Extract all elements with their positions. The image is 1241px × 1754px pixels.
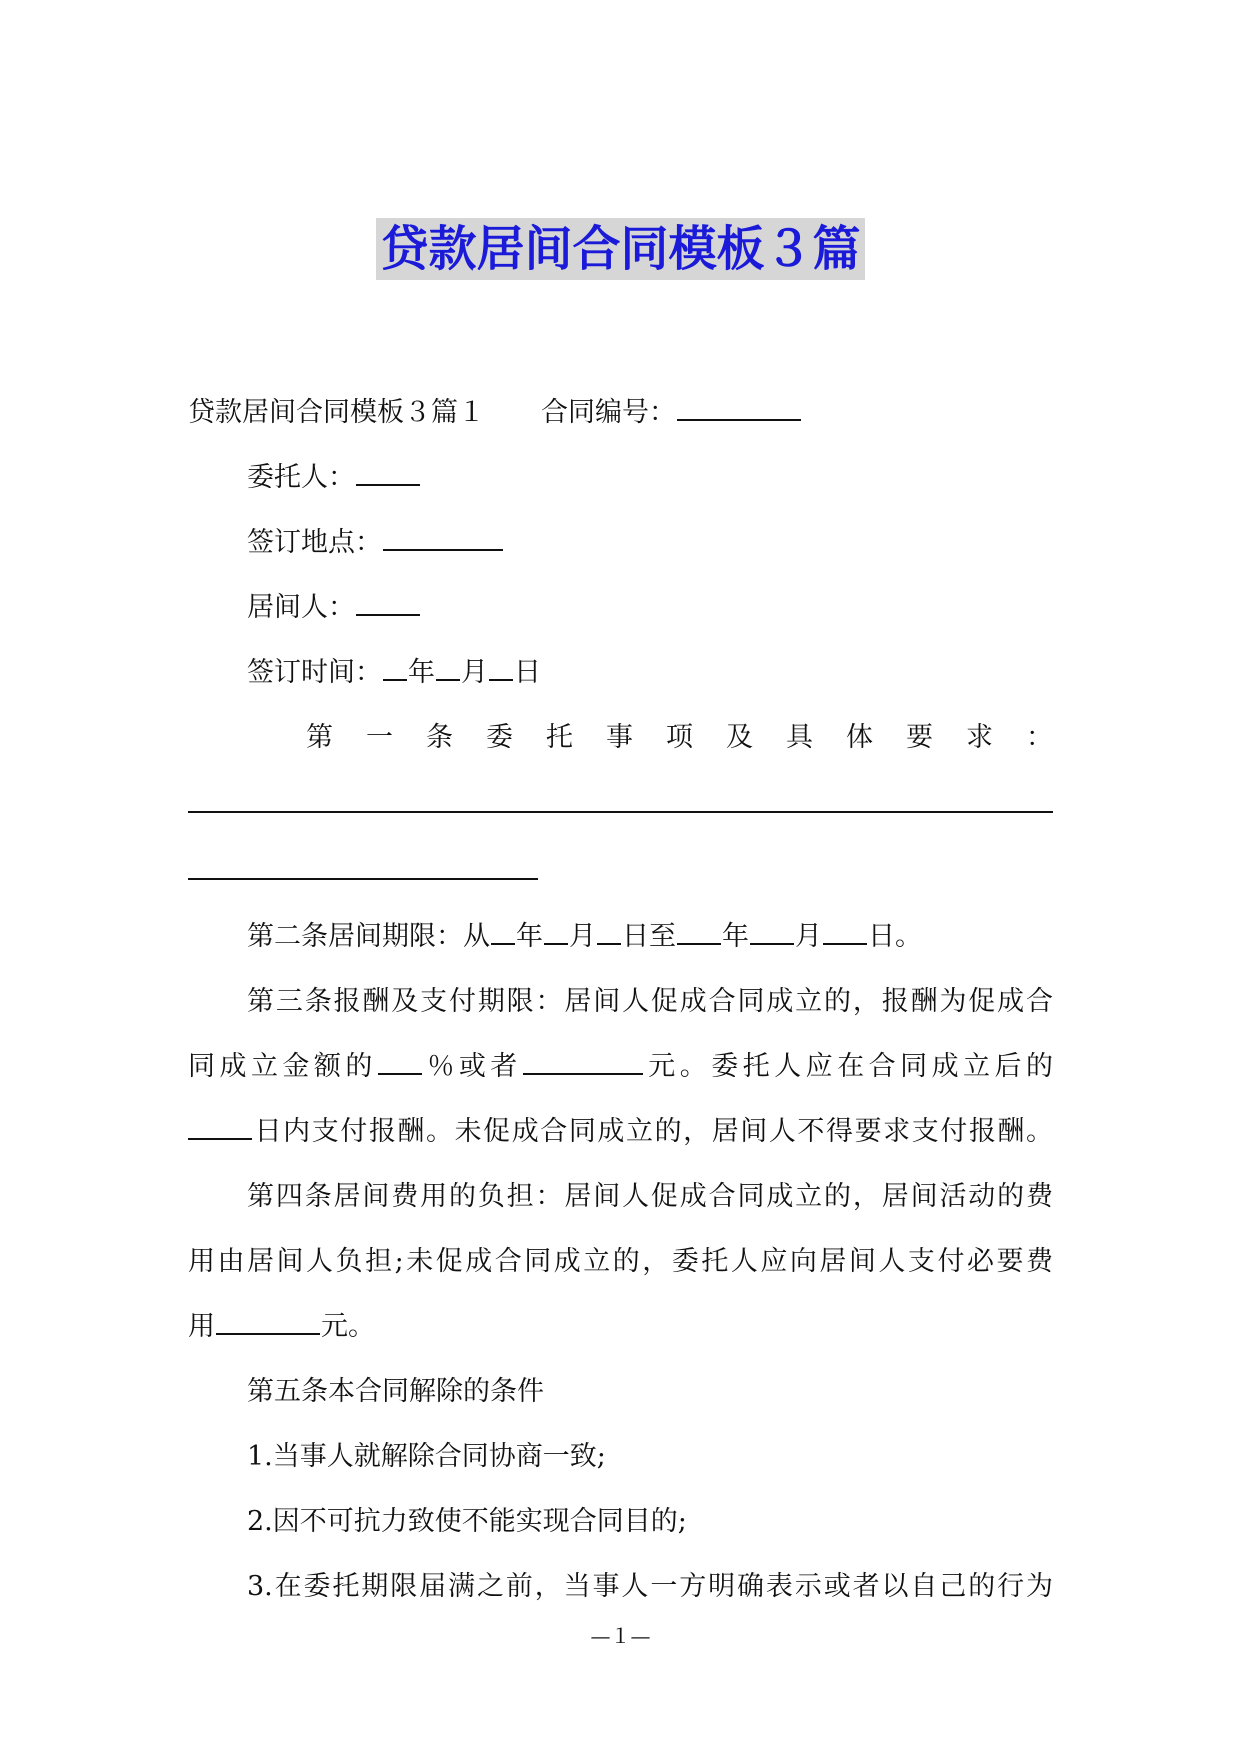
article1-char: 具 <box>786 722 813 753</box>
article2-year: 年 <box>516 921 543 952</box>
sign-time-line <box>188 640 1053 705</box>
article1-char: 体 <box>846 722 873 753</box>
month-blank <box>436 678 460 681</box>
article1-char: 事 <box>606 722 633 753</box>
article1-char: 一 <box>366 722 393 753</box>
article5-heading <box>188 1359 1053 1424</box>
year-text: 年 <box>408 657 435 688</box>
list-item-text: 3.在委托期限届满之前，当事人一方明确表示或者以自己的行为 <box>247 1571 1053 1602</box>
article1-char: 求 <box>966 722 993 753</box>
client-blank <box>356 483 420 486</box>
blank <box>750 942 794 945</box>
article2-day-to: 日至 <box>622 921 676 952</box>
article1-char: 委 <box>486 722 513 753</box>
article1-char: 要 <box>906 722 933 753</box>
list-item-text: 1.当事人就解除合同协商一致; <box>247 1441 606 1472</box>
article1-blank-short <box>188 837 538 880</box>
article3-line2 <box>188 1034 1053 1099</box>
day-text: 日 <box>514 657 541 688</box>
article2-month2: 月 <box>795 921 822 952</box>
article1-char: 托 <box>546 722 573 753</box>
article4-text: 第四条居间费用的负担：居间人促成合同成立的，居间活动的费 <box>247 1181 1053 1212</box>
list-item <box>188 1424 1053 1489</box>
percent-blank <box>378 1072 422 1075</box>
blank <box>544 942 568 945</box>
article3-text: 同成立金额的 <box>188 1051 377 1082</box>
article3-text: 日内支付报酬。未促成合同成立的，居间人不得要求支付报酬。 <box>253 1116 1053 1147</box>
article3-line3 <box>188 1099 1053 1164</box>
article4-text: 用 <box>188 1311 215 1342</box>
broker-line <box>188 575 1053 640</box>
article2-prefix: 第二条居间期限：从 <box>247 921 490 952</box>
article1-char: 条 <box>426 722 453 753</box>
article1-char: 项 <box>666 722 693 753</box>
contract-no-label: 合同编号： <box>541 397 676 428</box>
client-label: 委托人： <box>247 462 355 493</box>
title-wrapper <box>0 218 1241 280</box>
article2-year2: 年 <box>722 921 749 952</box>
blank <box>491 942 515 945</box>
contract-no-blank <box>677 418 801 421</box>
article4-line2 <box>188 1229 1053 1294</box>
article3-line1 <box>188 969 1053 1034</box>
sign-place-label: 签订地点： <box>247 527 382 558</box>
article1-char: 及 <box>726 722 753 753</box>
header-line <box>188 380 1053 445</box>
day-blank <box>489 678 513 681</box>
client-line <box>188 445 1053 510</box>
list-item <box>188 1554 1053 1619</box>
article3-text: 第三条报酬及支付期限：居间人促成合同成立的，报酬为促成合 <box>247 986 1053 1017</box>
article1-char: 第 <box>306 722 333 753</box>
article4-line3 <box>188 1294 1053 1359</box>
sign-place-line <box>188 510 1053 575</box>
document-body <box>188 380 1053 1619</box>
list-item <box>188 1489 1053 1554</box>
fee-blank <box>216 1332 320 1335</box>
blank <box>677 942 721 945</box>
year-blank <box>383 678 407 681</box>
article4-text: 元。 <box>321 1311 375 1342</box>
article2-end: 日。 <box>868 921 922 952</box>
doc-label: 贷款居间合同模板３篇１ <box>188 397 485 428</box>
article2-month: 月 <box>569 921 596 952</box>
blank <box>597 942 621 945</box>
page-number: —１— <box>590 1624 651 1648</box>
page-title: 贷款居间合同模板３篇 <box>376 218 864 280</box>
article1-blank-full <box>188 770 1053 813</box>
sign-place-blank <box>383 548 503 551</box>
article3-text: 元。委托人应在合同成立后的 <box>643 1051 1054 1082</box>
article4-line1 <box>188 1164 1053 1229</box>
article1-heading <box>188 705 1053 770</box>
blank <box>823 942 867 945</box>
sign-time-label: 签订时间： <box>247 657 382 688</box>
article5-heading-text: 第五条本合同解除的条件 <box>247 1376 544 1407</box>
list-item-text: 2.因不可抗力致使不能实现合同目的; <box>247 1506 687 1537</box>
amount-blank <box>523 1072 643 1075</box>
article1-char: ： <box>1026 722 1053 753</box>
days-blank <box>188 1137 252 1140</box>
broker-label: 居间人： <box>247 592 355 623</box>
broker-blank <box>356 613 420 616</box>
article2-line <box>188 904 1053 969</box>
month-text: 月 <box>461 657 488 688</box>
article4-text: 用由居间人负担;未促成合同成立的，委托人应向居间人支付必要费 <box>188 1246 1053 1277</box>
article3-text: ％或者 <box>422 1051 522 1082</box>
